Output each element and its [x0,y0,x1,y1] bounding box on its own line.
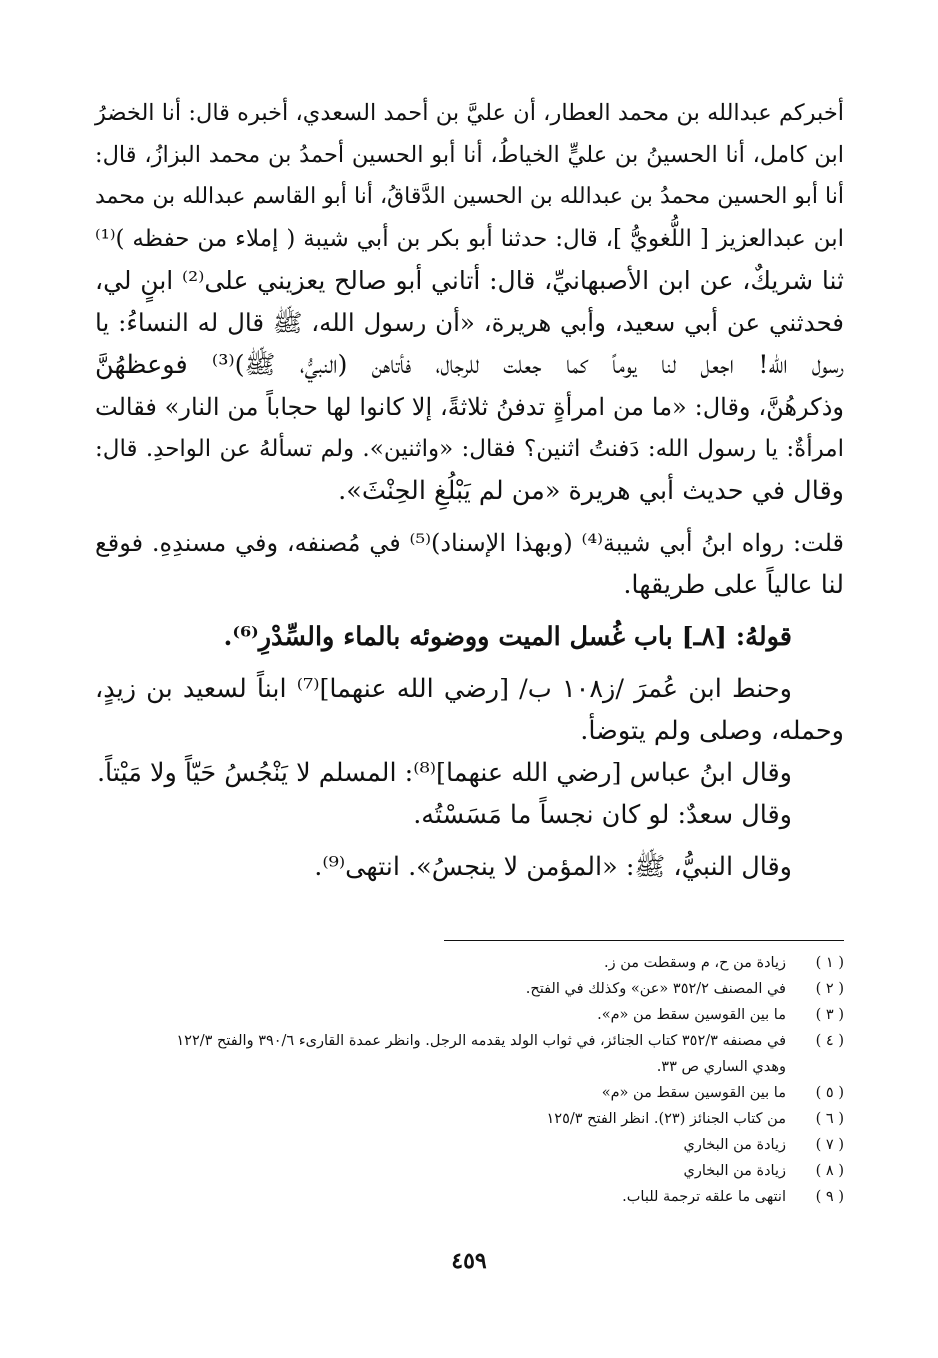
footnote-text: ما بين القوسين سقط من «م». [597,1007,786,1023]
footnote [95,1028,844,1054]
footnote [95,1080,844,1106]
footnote [95,976,844,1002]
text-line: وحنط ابن عُمرَ /ز١٠٨ ب/ [رضي الله عنهما]⁽⁷⁾ ابناً لسعيد بن زيدٍ، [95,674,792,704]
page-number: ٤٥٩ [451,1248,487,1274]
text-line: أخبركم عبدالله بن محمد العطار، أن عليَّ بن أحمد السعدي، أخبره قال: أنا الخضرُ [95,100,844,126]
hadith-paragraph [95,92,844,512]
narration-line: وقال سعدٌ: لو كان نجساً ما مَسَسْتُه. [413,800,792,830]
footnote [95,1158,844,1184]
narration-line: وقال ابنُ عباس [رضي الله عنهما]⁽⁸⁾: المسلم لا يَنْجُسُ حَيّاً ولا مَيْتاً. [96,758,792,788]
footnote-number [786,1054,844,1080]
narration-paragraph [95,668,844,752]
footnote-number: ( ٨ ) [815,1163,844,1179]
footnote-text: زيادة من البخاري [683,1163,786,1179]
text-line: امرأةٌ: يا رسول الله: دَفنتُ اثنين؟ فقال: «واثنين». ولم تسألهُ عن الواحدِ. قال: [95,436,844,462]
footnote-number: ( ٣ ) [815,1007,844,1023]
footnote-number: ( ٦ ) [815,1111,844,1127]
text-line: أنا أبو الحسين محمدُ بن عبدالله بن الحسين الدَّقاقُ، أنا أبو القاسم عبدالله بن محمد [95,184,844,209]
chapter-heading: قولهُ: [٨ـ] باب غُسل الميت ووضوئه بالماء والسِّدْرِ⁽⁶⁾. [223,622,792,652]
footnote-text: ما بين القوسين سقط من «م» [601,1085,786,1101]
footnote-text: في المصنف ٣٥٢/٢ «عن» وكذلك في الفتح. [525,981,786,997]
footnote [95,1002,844,1028]
text-line: وقال في حديث أبي هريرة «من لم يَبْلُغِ الحِنْثَ». [338,476,844,506]
text-line: قلت: رواه ابنُ أبي شيبة⁽⁴⁾ (وبهذا الإسناد)⁽⁵⁾ في مُصنفه، وفي مسندِهِ. فوقع [95,529,845,557]
commentary-paragraph [95,522,844,606]
footnote [95,1184,844,1210]
text-line: فحدثني عن أبي سعيد، وأبي هريرة، «أن رسول الله، ﷺ قال له النساءُ: يا [95,308,844,337]
footnote-number: ( ١ ) [815,955,844,971]
footnote-number: ( ٢ ) [815,981,844,997]
footnote-continuation [95,1054,844,1080]
footnotes [95,950,844,1210]
footnote-number: ( ٤ ) [815,1033,844,1049]
footnote-text: من كتاب الجنائز (٢٣). انظر الفتح ١٢٥/٣ [546,1111,786,1127]
text-line: لنا عالياً على طريقها. [623,570,844,600]
footnote [95,950,844,976]
footnote-number: ( ٧ ) [815,1137,844,1153]
main-text [95,92,844,888]
text-line: ثنا شريكٌ، عن ابن الأصبهانيِّ، قال: أتاني أبو صالح يعزيني على⁽²⁾ ابنٍ لي، [95,266,844,295]
text-line: ابن عبدالعزيز [ اللُّغويُّ ]، قال: حدثنا أبو بكر بن أبي شيبة ( إملاء من حفظه )⁽¹⁾ [95,226,844,252]
narration-line: وقال النبيُّ، ﷺ: «المؤمن لا ينجسُ». انتهى⁽⁹⁾. [314,852,792,882]
footnote-text: زيادة من البخاري [683,1137,786,1153]
text-line: وذكرهُنَّ، وقال: «ما من امرأةٍ تدفنُ ثلاثةً، إلا كانوا لها حجاباً من النار» فقالت [95,393,844,421]
footnote-text: في مصنفه ٣٥٢/٣ كتاب الجنائز، في ثواب الولد يقدمه الرجل. وانظر عمدة القارىء ٣٩٠/٦ والفتح ١٢٢/٣ [176,1033,786,1049]
footnote-number: ( ٩ ) [815,1189,844,1205]
footnote-divider [444,940,844,941]
text-line: وحمله، وصلى ولم يتوضأ. [580,716,844,746]
text-line: ابن كامل، أنا الحسينُ بن عليٍّ الخياطُ، أنا أبو الحسين أحمدُ بن محمد البزازُ، قال: [95,142,844,168]
footnote-text: زيادة من ح، م وسقطت من ز. [603,955,786,971]
footnote [95,1106,844,1132]
footnote-text: انتهى ما علقه ترجمة للباب. [622,1189,786,1205]
footnote-number: ( ٥ ) [815,1085,844,1101]
text-line: رسول الله! اجعل لنا يوماً كما جعلت للرجال، فأتاهن (النبيُّ، ﷺ)⁽³⁾ فوعظهُنَّ [95,350,845,380]
footnote [95,1132,844,1158]
footnote-text: وهدي الساري ص ٣٣. [656,1059,786,1075]
